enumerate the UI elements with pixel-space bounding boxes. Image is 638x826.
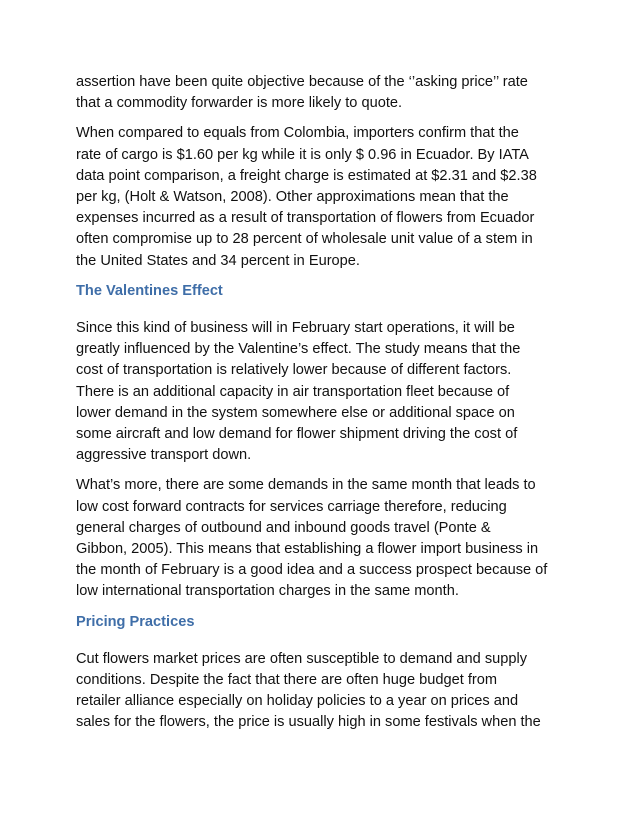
heading-pricing-practices: Pricing Practices (76, 613, 195, 630)
paragraph-asking-price: assertion have been quite objective because of the ‘’asking price’’ rate that a commodity forwarder is more likely to quote. (76, 74, 528, 112)
heading-valentines-effect: The Valentines Effect (76, 282, 223, 299)
paragraph-february-operations: Since this kind of business will in February start operations, it will be greatly influenced by the Valentine’s effect. The study means that the cost of transportation is relatively lower because of different factors. There is an additional capacity in air transportation fleet because of lower demand in the system somewhere else or additional space on some aircraft and low demand for flower shipment driving the cost of aggressive transport down. (76, 320, 521, 464)
paragraph-forward-contracts: What’s more, there are some demands in the same month that leads to low cost forward contracts for services carriage therefore, reducing general charges of outbound and inbound goods travel (Ponte & Gibbon, 2005). This means that establishing a flower import business in the month of February is a good idea and a success prospect because of low international transportation charges in the same month. (76, 477, 548, 600)
document-page (76, 72, 568, 743)
paragraph-market-prices: Cut flowers market prices are often susceptible to demand and supply conditions. Despite the fact that there are often huge budget from retailer alliance especially on holiday policies to a year on prices and sales for the flowers, the price is usually high in some festivals when the (76, 650, 541, 731)
paragraph-cargo-rates: When compared to equals from Colombia, importers confirm that the rate of cargo is $1.60 per kg while it is only $ 0.96 in Ecuador. By IATA data point comparison, a freight charge is estimated at $2.31 and $2.38 per kg, (Holt & Watson, 2008). Other approximations mean that the expenses incurred as a result of transportation of flowers from Ecuador often compromise up to 28 percent of wholesale unit value of a stem in the United States and 34 percent in Europe. (76, 125, 537, 269)
